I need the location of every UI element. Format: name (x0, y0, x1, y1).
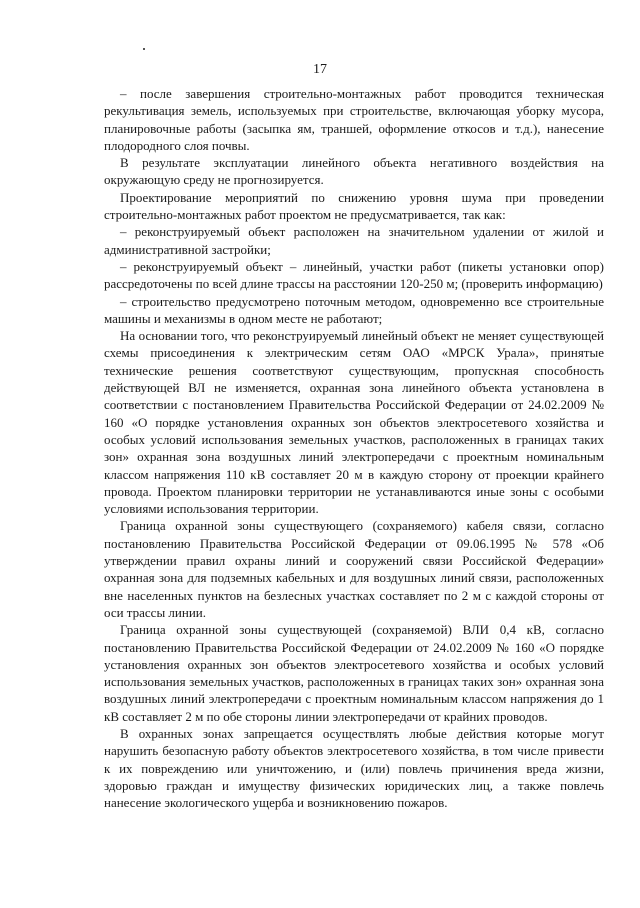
paragraph-vli-04kv-zone: Граница охранной зоны существующей (сохраняемой) ВЛИ 0,4 кВ, согласно постановлению Правительства Российской Федерации от 24.02.2009 № 160 «О порядке установления охранных зон объектов электросетевого хозяйства и особых условий использования земельных участков, расположенных в границах таких зон» охранная зона воздушных линий электропередачи с проектным номинальным классом напряжения до 1 кВ составляет 2 м по обе стороны линии электропередачи от крайних проводов. (104, 622, 604, 724)
paragraph-recultivation: – после завершения строительно-монтажных работ проводится техническая рекультивация земель, используемых при строительстве, включающая уборку мусора, планировочные работы (засыпка ям, траншей, оформление откосов и т.д.), нанесение плодородного слоя почвы. (104, 86, 604, 153)
paragraph-protection-zone-110kv: На основании того, что реконструируемый линейный объект не меняет существующей схемы присоединения к электрическим сетям ОАО «МРСК Урала», принятые технические решения соответствуют существующим, пропускная способность действующей ВЛ не изменяется, охранная зона линейного объекта установлена в соответствии с постановлением Правительства Российской Федерации от 24.02.2009 № 160 «О порядке установления охранных зон объектов электросетевого хозяйства и особых условий использования земельных участков, расположенных в границах таких зон» охранная зона воздушных линий электропередачи с проектным номинальным классом напряжения 110 кВ составляет 20 м в каждую сторону от проекции крайнего провода. Проектом планировки территории не устанавливаются иные зоны с особыми условиями использования территории. (104, 328, 604, 517)
paragraph-flow-method: – строительство предусмотрено поточным методом, одновременно все строительные машины и механизмы в одном месте не работают; (104, 293, 604, 326)
scan-speck (143, 48, 145, 50)
document-body (104, 85, 604, 811)
paragraph-noise-measures: Проектирование мероприятий по снижению уровня шума при проведении строительно-монтажных работ проектом не предусматривается, так как: (104, 189, 604, 223)
paragraph-distance-from-buildings: – реконструируемый объект расположен на значительном удалении от жилой и административной застройки; (104, 224, 604, 257)
paragraph-communication-cable-zone: Граница охранной зоны существующего (сохраняемого) кабеля связи, согласно постановлению Правительства Российской Федерации от 09.06.1995 № 578 «Об утверждении правил охраны линий и сооружений связи Российской Федерации» охранная зона для подземных кабельных и для воздушных линий связи, расположенных вне населенных пунктов на безлесных участках составляет по 2 м с каждой стороны от оси трассы линии. (104, 518, 604, 620)
page-number: 17 (313, 62, 327, 77)
paragraph-no-impact: В результате эксплуатации линейного объекта негативного воздействия на окружающую среду не прогнозируется. (104, 155, 604, 188)
paragraph-prohibited-actions: В охранных зонах запрещается осуществлять любые действия которые могут нарушить безопасную работу объектов электросетевого хозяйства, в том числе привести к их повреждению или уничтожению, и (или) повлечь причинения вреда жизни, здоровью граждан и имуществу физических юридических лиц, а также повлечь нанесение экологического ущерба и возникновению пожаров. (104, 725, 604, 811)
paragraph-linear-object: – реконструируемый объект – линейный, участки работ (пикеты установки опор) рассредоточены по всей длине трассы на расстоянии 120-250 м; (проверить информацию) (104, 258, 604, 292)
